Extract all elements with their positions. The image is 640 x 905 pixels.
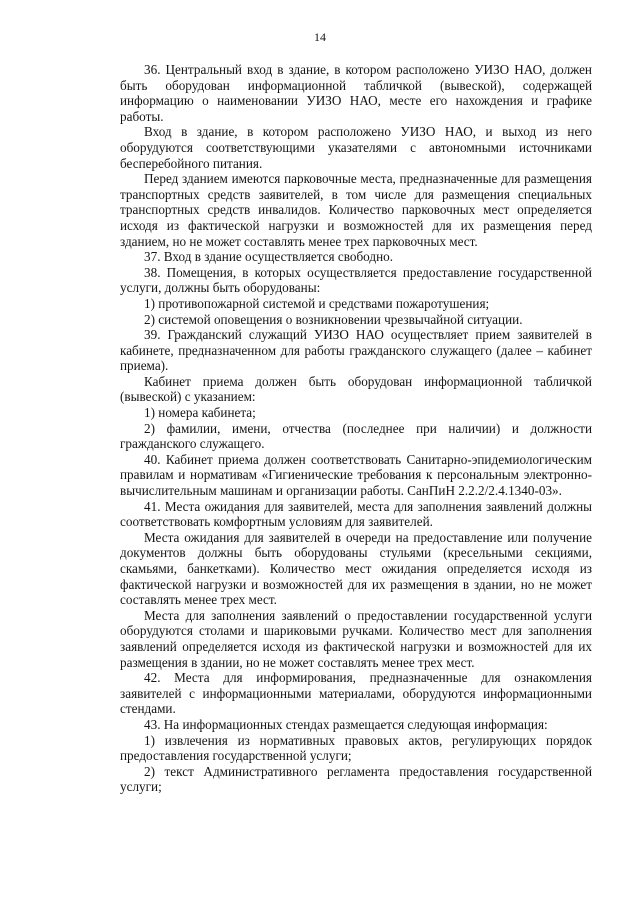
list-item-employee-name: 2) фамилии, имени, отчества (последнее при наличии) и должности гражданского служащего. [120,420,592,452]
paragraph-43: 43. На информационных стендах размещается следующая информация: [144,716,548,732]
paragraph-40: 40. Кабинет приема должен соответствовать Санитарно-эпидемиологическим правилам и нормативам «Гигиенические требования к персональным электронно-вычислительным машинам и организации работы. СанПиН 2.2.2/2.4.1340-03». [120,451,592,499]
paragraph-39: 39. Гражданский служащий УИЗО НАО осуществляет прием заявителей в кабинете, предназначенном для работы гражданского служащего (далее – кабинет приема). [120,327,592,374]
page-number: 14 [314,30,326,44]
paragraph-38: 38. Помещения, в которых осуществляется предоставление государственной услуги, должны быть оборудованы: [120,264,592,296]
paragraph-36: 36. Центральный вход в здание, в котором расположено УИЗО НАО, должен быть оборудован информационной табличкой (вывеской), содержащей информацию о наименовании УИЗО НАО, месте его нахождения и графике работы. [120,62,592,124]
paragraph-waiting-places: Места ожидания для заявителей в очереди на предоставление или получение документов должны быть оборудованы стульями (кресельными секциями, скамьями, банкетками). Количество мест ожидания определяется исходя из фактической нагрузки и возможностей для их размещения в здании, но не может составлять менее трех мест. [120,529,592,608]
paragraph-entrance-signs: Вход в здание, в котором расположено УИЗО НАО, и выход из него оборудуются соответствующими указателями с автономными источниками бесперебойного питания. [120,124,592,171]
list-item-office-number: 1) номера кабинета; [144,405,256,421]
paragraph-42: 42. Места для информирования, предназначенные для ознакомления заявителей с информационными материалами, оборудуются информационными стендами. [120,670,592,717]
list-item-regulation-text: 2) текст Административного регламента предоставления государственной услуги; [120,763,592,795]
paragraph-office-sign: Кабинет приема должен быть оборудован информационной табличкой (вывеской) с указанием: [120,373,592,405]
list-item-fire-system: 1) противопожарной системой и средствами пожаротушения; [144,295,490,311]
paragraph-41: 41. Места ожидания для заявителей, места для заполнения заявлений должны соответствовать комфортным условиям для заявителей. [120,498,592,530]
list-item-legal-extracts: 1) извлечения из нормативных правовых актов, регулирующих порядок предоставления государственной услуги; [120,732,592,764]
document-body [120,62,592,795]
paragraph-parking: Перед зданием имеются парковочные места, предназначенные для размещения транспортных средств заявителей, в том числе для размещения специальных транспортных средств инвалидов. Количество парковочных мест определяется исходя из фактической нагрузки и возможностей для их размещения перед зданием, но не может составлять менее трех парковочных мест. [120,171,592,249]
paragraph-37: 37. Вход в здание осуществляется свободно. [144,249,394,265]
paragraph-form-filling-places: Места для заполнения заявлений о предоставлении государственной услуги оборудуются столами и шариковыми ручками. Количество мест для заполнения заявлений определяется исходя из фактической нагрузки и возможностей для их размещения в здании, но не может составлять менее трех мест. [120,607,592,670]
list-item-alert-system: 2) системой оповещения о возникновении чрезвычайной ситуации. [144,311,523,327]
